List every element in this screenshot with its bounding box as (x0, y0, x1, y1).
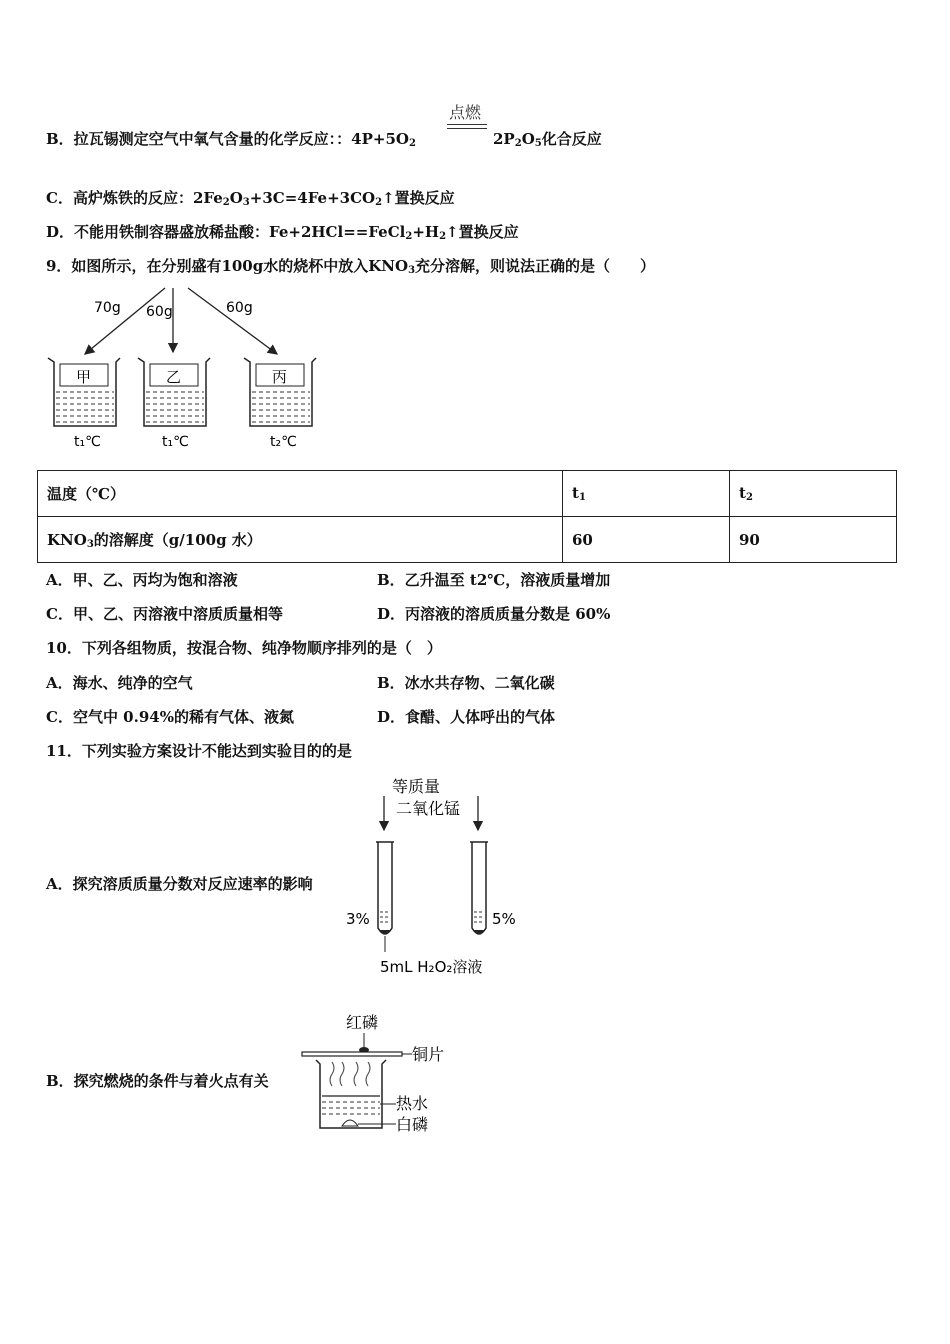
table-cell: $t_2$ (730, 471, 897, 517)
beaker-bing (244, 358, 316, 450)
beaker-jia (48, 358, 120, 450)
table-cell: 60 (563, 517, 730, 563)
solubility-table (37, 470, 897, 563)
beaker-yi (138, 358, 210, 450)
q11-option-a: A．探究溶质质量分数对反应速率的影响 (46, 875, 313, 893)
combustion-figure (298, 1008, 458, 1138)
mass-label-yi: 60g (146, 304, 173, 320)
concentration-3pct: 3% (346, 910, 370, 928)
hot-water-label: 热水 (396, 1094, 429, 1113)
q8-option-b: B．拉瓦锡测定空气中氧气含量的化学反应：：$4P+5O_2$ (46, 130, 416, 149)
q9-stem: 9．如图所示，在分别盛有100g水的烧杯中放入$KNO_3$充分溶解，则说法正确的是（ ） (46, 257, 656, 276)
q8-option-c: C．高炉炼铁的反应：$2Fe_2O_3+3C=4Fe+3CO_2↑$置换反应 (46, 189, 455, 208)
beaker-label-jia: 甲 (76, 368, 92, 386)
red-phosphorus-label: 红磷 (346, 1013, 379, 1032)
beaker-label-yi: 乙 (166, 368, 182, 386)
copper-label: 铜片 (412, 1045, 445, 1064)
temp-label-jia: t₁℃ (74, 434, 101, 450)
q9-option-c: C．甲、乙、丙溶液中溶质质量相等 (46, 605, 283, 623)
temp-label-bing: t₂℃ (270, 434, 297, 450)
beakers-figure (40, 284, 330, 454)
q11-stem: 11．下列实验方案设计不能达到实验目的的是 (46, 742, 352, 760)
catalyst-label-2: 二氧化锰 (396, 799, 461, 818)
table-cell: 90 (730, 517, 897, 563)
table-cell: $KNO_3$的溶解度（g/100g 水） (38, 517, 563, 563)
concentration-5pct: 5% (492, 910, 516, 928)
q8-option-d: D．不能用铁制容器盛放稀盐酸：$Fe+2HCl==FeCl_2+H_2↑$置换反应 (46, 223, 519, 242)
white-phosphorus-label: 白磷 (396, 1115, 429, 1134)
reaction-condition: 点燃 (449, 103, 482, 122)
q11-option-b: B．探究燃烧的条件与着火点有关 (46, 1072, 269, 1090)
q9-option-a: A．甲、乙、丙均为饱和溶液 (46, 571, 238, 589)
q8-option-b-product: $2P_2O_5$化合反应 (493, 130, 602, 149)
q10-option-a: A．海水、纯净的空气 (46, 674, 193, 692)
test-tubes-figure (340, 772, 530, 982)
condition-double-line (447, 124, 487, 129)
test-tube-3pct (346, 842, 394, 934)
table-row (38, 517, 897, 563)
q9-option-d: D．丙溶液的溶质质量分数是 60% (377, 605, 611, 623)
beaker-label-bing: 丙 (272, 368, 288, 386)
test-tube-5pct (470, 842, 516, 934)
q10-stem: 10．下列各组物质，按混合物、纯净物顺序排列的是（ ） (46, 639, 442, 657)
q9-option-b: B．乙升温至 t2℃，溶液质量增加 (377, 571, 611, 589)
temp-label-yi: t₁℃ (162, 434, 189, 450)
q10-option-c: C．空气中 0.94%的稀有气体、液氮 (46, 708, 294, 726)
q10-option-b: B．冰水共存物、二氧化碳 (377, 674, 555, 692)
q10-option-d: D．食醋、人体呼出的气体 (377, 708, 556, 726)
table-row (38, 471, 897, 517)
catalyst-label-1: 等质量 (392, 777, 441, 796)
table-cell: 温度（℃） (38, 471, 563, 517)
mass-label-jia: 70g (94, 300, 121, 316)
mass-label-bing: 60g (226, 300, 253, 316)
solution-label: 5mL H₂O₂溶液 (380, 958, 483, 976)
table-cell: $t_1$ (563, 471, 730, 517)
